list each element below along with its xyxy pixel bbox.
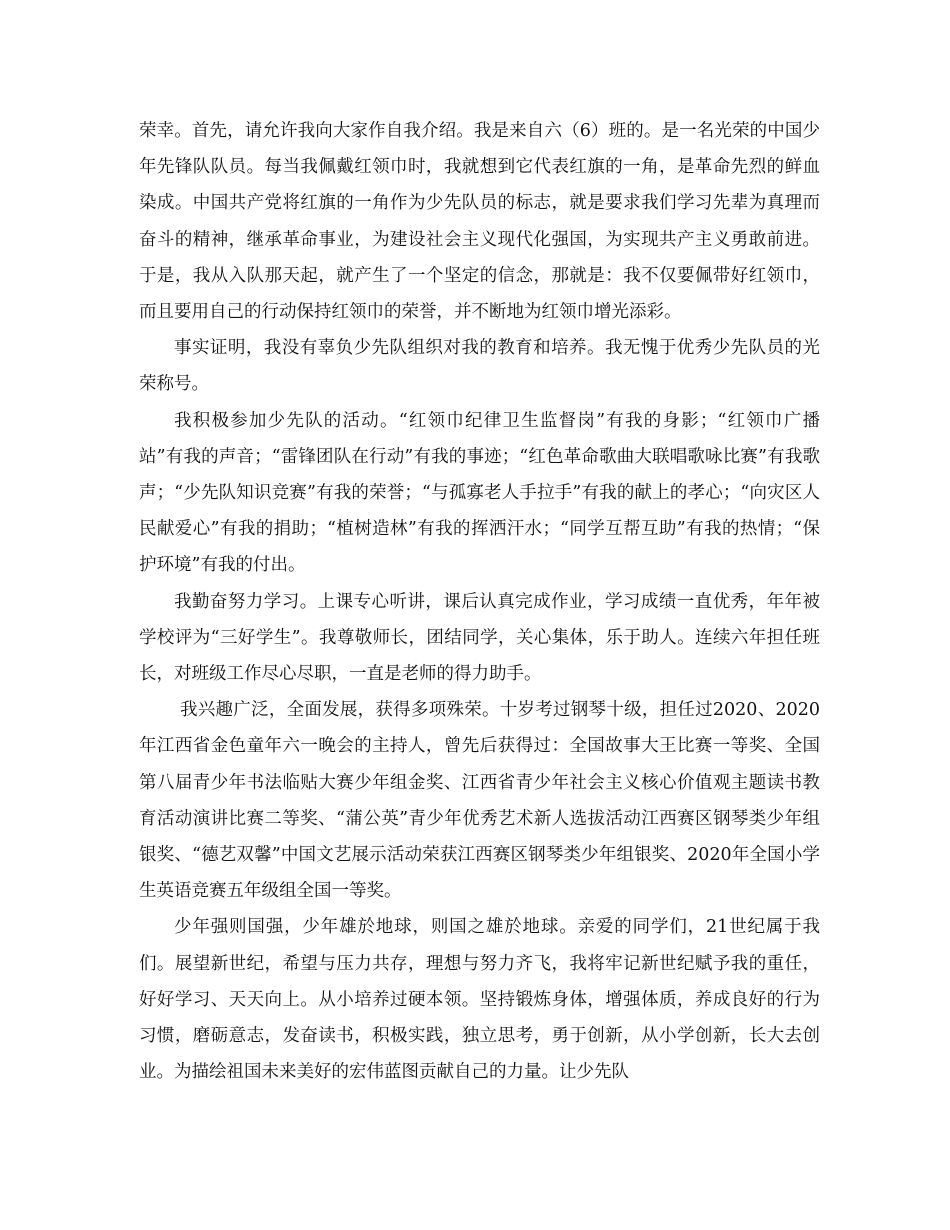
paragraph-future: 少年强则国强，少年雄於地球，则国之雄於地球。亲爱的同学们，21世纪属于我们。展望新世纪，希望与压力共存，理想与努力齐飞，我将牢记新世纪赋予我的重任，好好学习、天天向上。从小培养过硬本领。坚持锻炼身体，增强体质，养成良好的行为习惯，磨砺意志，发奋读书，积极实践，独立思考，勇于创新，从小学创新，长大去创业。为描绘祖国未来美好的宏伟蓝图贡献自己的力量。让少先队 xyxy=(139,917,820,1083)
paragraph-interests: 我兴趣广泛，全面发展，获得多项殊荣。十岁考过钢琴十级，担任过2020、2020年江西省金色童年六一晚会的主持人，曾先后获得过：全国故事大王比赛一等奖、全国第八届青少年书法临贴大赛少年组金奖、江西省青少年社会主义核心价值观主题读书教育活动演讲比赛二等奖、“蒲公英”青少年优秀艺术新人选拔活动江西赛区钢琴类少年组银奖、“德艺双馨”中国文艺展示活动荣获江西赛区钢琴类少年组银奖、2020年全国小学生英语竞赛五年级组全国一等奖。 xyxy=(139,700,820,902)
paragraph-activities: 我积极参加少先队的活动。“红领巾纪律卫生监督岗”有我的身影；“红领巾广播站”有我的声音；“雷锋团队在行动”有我的事迹；“红色革命歌曲大联唱歌咏比赛”有我歌声；“少先队知识竞赛”有我的荣誉；“与孤寡老人手拉手”有我的献上的孝心；“向灾区人民献爱心”有我的捐助；“植树造林”有我的挥洒汗水；“同学互帮互助”有我的热情；“保护环境”有我的付出。 xyxy=(139,410,820,576)
document-body xyxy=(139,113,820,1090)
paragraph-introduction: 荣幸。首先，请允许我向大家作自我介绍。我是来自六（6）班的。是一名光荣的中国少年先锋队队员。每当我佩戴红领巾时，我就想到它代表红旗的一角，是革命先烈的鲜血染成。中国共产党将红旗的一角作为少先队员的标志，就是要求我们学习先辈为真理而奋斗的精神，继承革命事业，为建设社会主义现代化强国，为实现共产主义勇敢前进。于是，我从入队那天起，就产生了一个坚定的信念，那就是：我不仅要佩带好红领巾，而且要用自己的行动保持红领巾的荣誉，并不断地为红领巾增光添彩。 xyxy=(139,121,820,323)
paragraph-study: 我勤奋努力学习。上课专心听讲，课后认真完成作业，学习成绩一直优秀，年年被学校评为“三好学生”。我尊敬师长，团结同学，关心集体，乐于助人。连续六年担任班长，对班级工作尽心尽职，一直是老师的得力助手。 xyxy=(139,591,820,685)
paragraph-fact: 事实证明，我没有辜负少先队组织对我的教育和培养。我无愧于优秀少先队员的光荣称号。 xyxy=(139,338,820,395)
